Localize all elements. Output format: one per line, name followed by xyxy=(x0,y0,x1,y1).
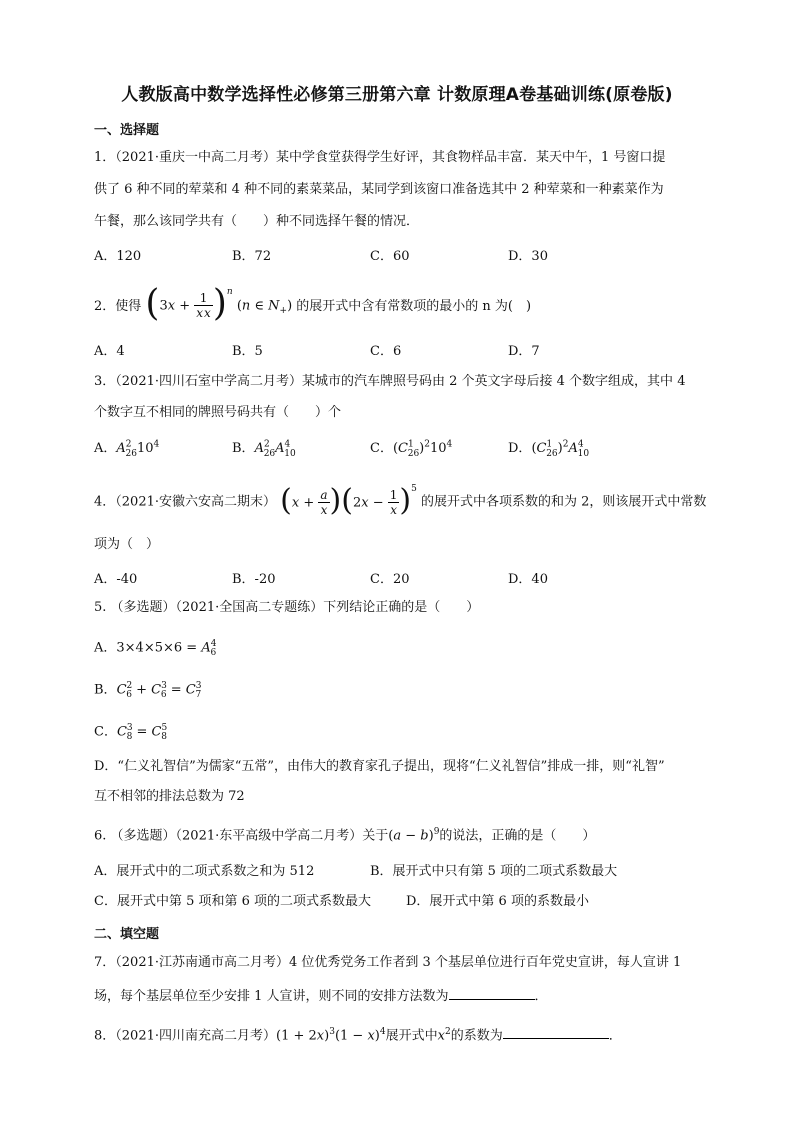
q4-line-1 xyxy=(94,482,714,518)
q6-stem: 6. （多选题）（2021·东平高级中学高二月考）关于$(a - b)^9$的说法，正确的是（ ） xyxy=(94,827,596,844)
q8-suffix: 的系数为 xyxy=(450,1028,503,1044)
q7-line-2: 场，每个基层单位至少安排 1 人宣讲，则不同的安排方法数为 ． xyxy=(94,985,714,1007)
q8-prefix: 8．（2021·四川南充高二月考） xyxy=(94,1028,276,1044)
q3-option-b: B．$A^2_{26}A^4_{10}$ xyxy=(232,439,296,459)
q3-line-2: 个数字互不相同的牌照号码共有（ ）个 xyxy=(94,405,342,420)
q1-option-d: D．30 xyxy=(508,249,548,264)
q8-line: 8．（2021·四川南充高二月考）$(1 + 2x)^3(1 - x)^4$展开式中$x^2$的系数为 ． xyxy=(94,1022,714,1046)
q3-line-1: 3．（2021·四川石室中学高二月考）某城市的汽车牌照号码由 2 个英文字母后接 4 个数字组成，其中 4 xyxy=(94,374,686,389)
q2-formula: (3x + $\frac{1}{xx}$ )$^n$ (n ∈ $N_+$) xyxy=(145,282,293,324)
q1-option-c: C．60 xyxy=(370,249,410,264)
q6-options-row-2 xyxy=(94,890,714,910)
q2-suffix: 的展开式中含有常数项的最小的 n 为( ) xyxy=(296,298,532,314)
q5-stem: 5. （多选题）（2021·全国高二专题练）下列结论正确的是（ ） xyxy=(94,600,480,615)
q1-line-3: 午餐，那么该同学共有（ ）种不同选择午餐的情况． xyxy=(94,214,420,229)
q7-answer-blank[interactable] xyxy=(449,985,535,1000)
q6-options-row-1 xyxy=(94,860,714,880)
q3-option-c: C．$(C^1_{26})^210^4$ xyxy=(370,439,453,459)
q2-option-b: B．5 xyxy=(232,344,263,359)
q6-option-a: A．展开式中的二项式系数之和为 512 xyxy=(94,864,315,879)
q6-option-c: C．展开式中第 5 项和第 6 项的二项式系数最大 xyxy=(94,894,372,909)
q4-suffix: 的展开式中各项系数的和为 2，则该展开式中常数 xyxy=(421,494,707,510)
q2-option-c: C．6 xyxy=(370,344,402,359)
q2-line xyxy=(94,282,714,324)
q3-option-d: D．$(C^1_{26})^2A^4_{10}$ xyxy=(508,439,590,459)
q1-option-a: A．120 xyxy=(94,249,142,264)
q4-formula: (x + $\frac{a}{x}$ )(2x − $\frac{1}{x}$ )$^5$ xyxy=(280,482,417,518)
section-heading-choice: 一、选择题 xyxy=(94,123,160,138)
document-title: 人教版高中数学选择性必修第三册第六章 计数原理A卷基础训练(原卷版) xyxy=(121,85,673,105)
q6-suffix: 的说法，正确的是（ ） xyxy=(439,828,596,844)
q5-option-c: C．$C^3_8 = C^5_8$ xyxy=(94,723,168,742)
q3-option-a: A．$A^2_{26}10^4$ xyxy=(94,439,160,459)
q1-options xyxy=(94,245,714,265)
q6-prefix: 6. （多选题）（2021·东平高级中学高二月考）关于 xyxy=(94,828,389,844)
q5-option-a: A．$3\times 4\times 5\times 6 = A^4_6$ xyxy=(94,639,217,658)
q2-prefix: 2．使得 xyxy=(94,298,142,314)
q4-options xyxy=(94,568,714,588)
q5-option-d-line-2: 互不相邻的排法总数为 72 xyxy=(94,789,245,804)
q1-option-b: B．72 xyxy=(232,249,272,264)
q5-option-d-line-1: D．“仁义礼智信”为儒家“五常”，由伟大的教育家孔子提出，现将“仁义礼智信”排成一排，则“礼智” xyxy=(94,759,665,774)
q1-line-2: 供了 6 种不同的荤菜和 4 种不同的素菜菜品，某同学到该窗口准备选其中 2 种荤菜和一种素菜作为 xyxy=(94,182,664,197)
q6-option-b: B．展开式中只有第 5 项的二项式系数最大 xyxy=(370,864,618,879)
q8-answer-blank[interactable] xyxy=(503,1024,609,1039)
q4-option-d: D．40 xyxy=(508,572,548,587)
q7-line-1: 7．（2021·江苏南通市高二月考）4 位优秀党务工作者到 3 个基层单位进行百年党史宣讲，每人宣讲 1 xyxy=(94,955,682,970)
q2-option-d: D．7 xyxy=(508,344,540,359)
q4-line-2: 项为（ ） xyxy=(94,537,160,552)
q4-option-a: A．-40 xyxy=(94,572,138,587)
q4-option-b: B．-20 xyxy=(232,572,276,587)
q2-options xyxy=(94,340,714,360)
q6-option-d: D．展开式中第 6 项的系数最小 xyxy=(406,894,589,909)
q5-option-b: B．$C^2_6 + C^3_6 = C^3_7$ xyxy=(94,681,202,700)
q4-prefix: 4．（2021·安徽六安高二期末） xyxy=(94,494,276,510)
q1-line-1: 1．（2021·重庆一中高二月考）某中学食堂获得学生好评，其食物样品丰富．某天中午，1 号窗口提 xyxy=(94,150,666,165)
q8-mid: 展开式中 xyxy=(385,1028,438,1044)
q3-options xyxy=(94,437,714,457)
q2-option-a: A．4 xyxy=(94,344,125,359)
section-heading-fill: 二、填空题 xyxy=(94,927,160,942)
q4-option-c: C．20 xyxy=(370,572,410,587)
